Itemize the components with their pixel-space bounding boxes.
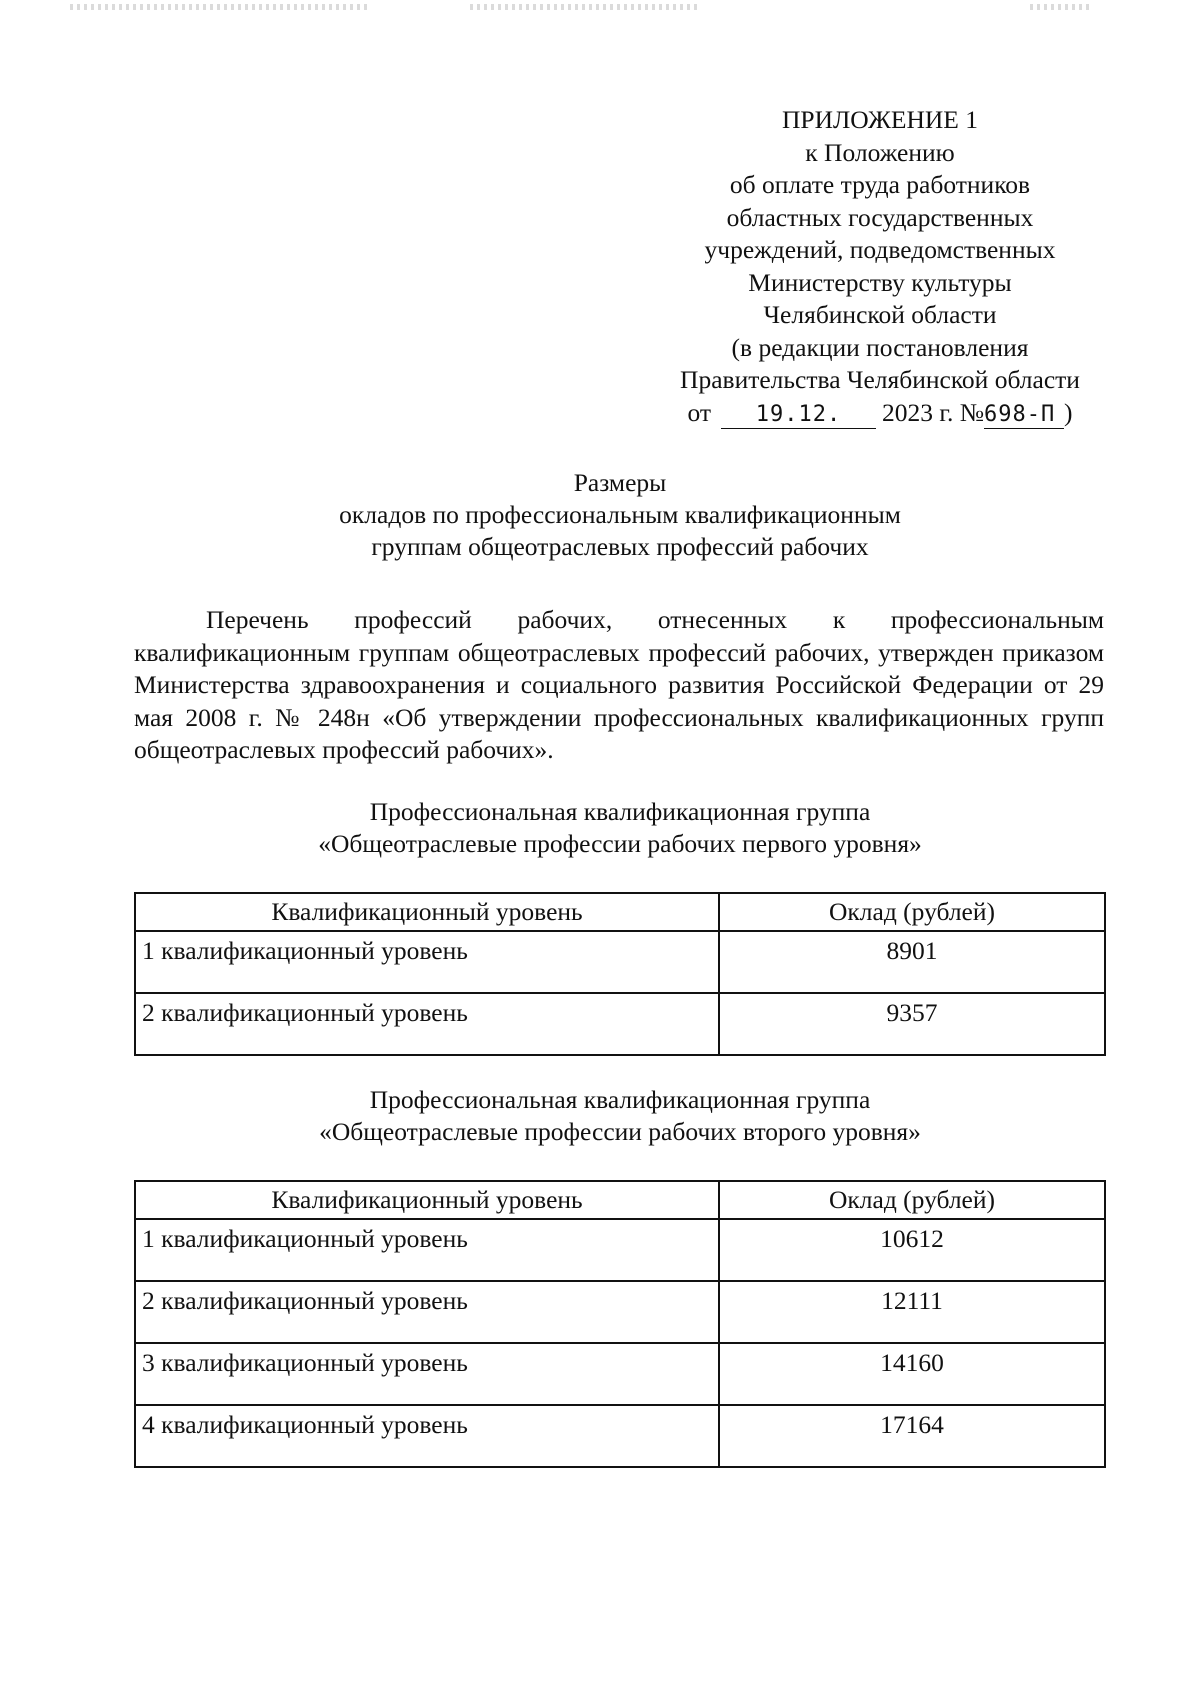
appendix-line: областных государственных — [726, 202, 1034, 232]
level-cell: 4 квалификационный уровень — [135, 1405, 719, 1467]
scan-artifact — [470, 4, 700, 10]
appendix-line: к Положению — [805, 137, 955, 167]
group-title-first-level — [130, 796, 1110, 860]
scan-artifact — [70, 4, 370, 10]
date-value: 19.12. — [755, 401, 842, 427]
column-header-salary: Оклад (рублей) — [719, 893, 1105, 931]
appendix-line: Правительства Челябинской области — [680, 365, 1080, 394]
group-title-line: «Общеотраслевые профессии рабочих второго уровня» — [319, 1117, 921, 1146]
from-label: от — [687, 397, 711, 427]
scan-artifact — [1030, 4, 1090, 10]
column-header-level: Квалификационный уровень — [135, 1181, 719, 1219]
level-cell: 2 квалификационный уровень — [135, 993, 719, 1055]
title-line: группам общеотраслевых профессий рабочих — [371, 532, 869, 561]
document-title — [200, 467, 1040, 563]
salary-table-second-level — [134, 1180, 1106, 1468]
level-cell: 3 квалификационный уровень — [135, 1343, 719, 1405]
table-row — [135, 993, 1105, 1055]
salary-table-first-level — [134, 892, 1106, 1056]
intro-paragraph: Перечень профессий рабочих, отнесенных к профессиональным квалификационным группам общеотраслевых профессий рабочих, утвержден приказом Министерства здравоохранения и социального развития Российской Федерации от 29 мая 2008 г. № 248н «Об утверждении профессиональных квалификационных групп общеотраслевых профессий рабочих». — [134, 605, 1104, 764]
level-cell: 1 квалификационный уровень — [135, 931, 719, 993]
title-line: окладов по профессиональным квалификационным — [339, 500, 901, 529]
appendix-line: об оплате труда работников — [729, 170, 1031, 199]
appendix-line: (в редакции постановления — [731, 332, 1029, 362]
column-header-salary: Оклад (рублей) — [719, 1181, 1105, 1219]
level-cell: 1 квалификационный уровень — [135, 1219, 719, 1281]
appendix-header — [620, 104, 1140, 429]
appendix-line: ПРИЛОЖЕНИЕ 1 — [781, 105, 979, 134]
resolution-date-line — [620, 397, 1140, 430]
table-header-row — [135, 1181, 1105, 1219]
appendix-line: учреждений, подведомственных — [704, 235, 1056, 264]
salary-cell: 10612 — [719, 1219, 1105, 1281]
level-cell: 2 квалификационный уровень — [135, 1281, 719, 1343]
title-line: Размеры — [573, 468, 667, 497]
salary-cell: 12111 — [719, 1281, 1105, 1343]
salary-cell: 8901 — [719, 931, 1105, 993]
number-value: 698-П — [984, 401, 1056, 427]
salary-cell: 17164 — [719, 1405, 1105, 1467]
column-header-level: Квалификационный уровень — [135, 893, 719, 931]
table-row — [135, 931, 1105, 993]
closing-paren: ) — [1064, 397, 1073, 427]
salary-cell: 14160 — [719, 1343, 1105, 1405]
date-field — [721, 400, 876, 429]
group-title-line: «Общеотраслевые профессии рабочих первого уровня» — [318, 829, 922, 858]
table-row — [135, 1219, 1105, 1281]
table-row — [135, 1405, 1105, 1467]
table-row — [135, 1343, 1105, 1405]
number-field — [984, 400, 1064, 429]
group-title-second-level — [130, 1084, 1110, 1148]
year-label: 2023 г. № — [882, 397, 985, 427]
appendix-line: Министерству культуры — [748, 267, 1012, 297]
table-row — [135, 1281, 1105, 1343]
group-title-line: Профессиональная квалификационная группа — [369, 1085, 871, 1114]
appendix-line: Челябинской области — [763, 300, 997, 329]
group-title-line: Профессиональная квалификационная группа — [369, 797, 871, 826]
salary-cell: 9357 — [719, 993, 1105, 1055]
table-header-row — [135, 893, 1105, 931]
